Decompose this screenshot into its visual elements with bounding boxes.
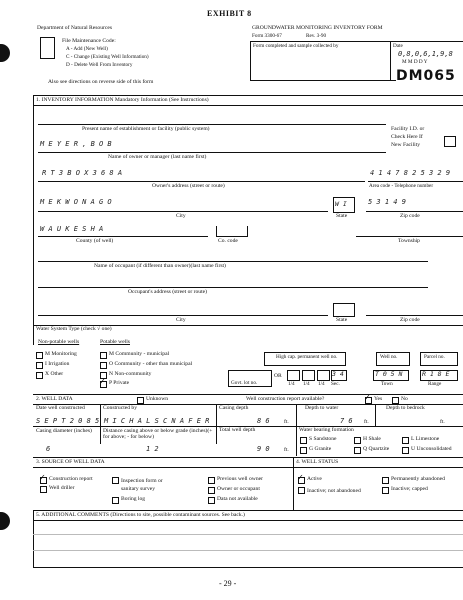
distance-label: Distance casing above or below grade (inches)(+ for above; - for below) (103, 428, 213, 441)
depth-to-bedrock-ft: ft. (440, 419, 445, 425)
phone-field-line[interactable] (368, 181, 463, 182)
source-label-construction-report: Construction report (49, 476, 93, 482)
source-checkbox-previous-owner[interactable] (208, 477, 215, 484)
state2-box[interactable] (333, 303, 355, 317)
depth-to-water-value: 7 6 (340, 417, 353, 425)
formation-label-limestone: L Limestone (411, 436, 440, 442)
owner-address-value: R T 3 B O X 3 6 8 A (42, 169, 123, 177)
status-label-inactive-capped: Inactive; capped (391, 486, 428, 492)
formation-checkbox-shale[interactable] (354, 437, 361, 444)
section2-col2-rule (216, 404, 217, 444)
casing-diameter-label: Casing diameter (inches) (36, 428, 92, 434)
form-title: GROUNDWATER MONITORING INVENTORY FORM (252, 25, 383, 31)
zip2-field-line[interactable] (366, 315, 463, 316)
status-label-inactive: Inactive; not abandoned (307, 488, 361, 494)
occupant-label: Name of occupant (if different than owner)(last name first) (94, 263, 226, 269)
code-change: C - Change (Existing Well Information) (66, 54, 149, 60)
form-number: Form 3300-67 (252, 33, 282, 39)
comments-line-2[interactable] (33, 550, 463, 551)
status-label-permanently-abandoned: Permanently abandoned (391, 476, 445, 482)
potable-label-private: P Private (109, 380, 130, 386)
source-checkbox-well-driller[interactable] (40, 486, 47, 493)
source-label-inspection: Inspection form or sanitary survey (121, 478, 163, 493)
section-label: Sec. (331, 381, 340, 387)
checkmark-construction-report-icon: ✓ (39, 473, 46, 482)
new-facility-label: New Facility (391, 142, 421, 148)
range-value: R 1 8 E (422, 370, 450, 378)
section2-top-rule (33, 394, 463, 395)
town-value: T 0 5 N (375, 370, 403, 378)
section1-left-rule (33, 95, 34, 345)
source-label-previous-owner: Previous well owner (217, 476, 263, 482)
status-checkbox-permanently-abandoned[interactable] (382, 477, 389, 484)
date-label: Date (393, 43, 403, 49)
formation-label-unconsolidated: U Unconsolidated (411, 446, 452, 452)
report-available-label: Well construction report available? (246, 396, 325, 402)
formation-checkbox-quartzite[interactable] (354, 447, 361, 454)
section5-bottom-rule (33, 567, 463, 568)
status-checkbox-inactive-capped[interactable] (382, 487, 389, 494)
facility-id-label: Facility I.D. or (391, 126, 425, 132)
constructed-by-label: Constructed by (103, 405, 138, 411)
date-constructed-label: Date well constructed (36, 405, 85, 411)
total-depth-label: Total well depth (219, 427, 256, 433)
see-directions-note: Also see directions on reverse side of this form (48, 79, 154, 85)
depth-to-water-label: Depth to water (305, 405, 339, 411)
section3-title: 3. SOURCE OF WELL DATA (36, 459, 105, 465)
state2-label: State (336, 317, 348, 323)
owner-label: Name of owner or manager (last name first) (108, 154, 207, 160)
depth-to-water-ft: ft. (364, 419, 369, 425)
formation-checkbox-unconsolidated[interactable] (402, 447, 409, 454)
section2-col4-rule (375, 404, 376, 426)
document-id-stamp (396, 68, 463, 84)
casing-depth-label: Casing depth (219, 405, 249, 411)
phone-value: 4 1 4 7 8 2 5 3 2 9 (370, 169, 451, 177)
zip2-label: Zip code (400, 317, 420, 323)
co-code-box[interactable] (216, 226, 248, 237)
county-label: County (of well) (76, 238, 114, 244)
total-depth-value: 9 0 (257, 445, 270, 453)
unknown-checkbox[interactable] (137, 397, 144, 404)
checkmark-yes-icon: ✓ (364, 393, 371, 402)
source-checkbox-inspection[interactable] (112, 477, 119, 484)
department-name: Department of Natural Resources (37, 25, 113, 31)
section1-title-rule (33, 105, 463, 106)
file-maintenance-code-box[interactable] (40, 37, 55, 59)
nonpotable-label-other: X Other (45, 371, 64, 377)
potable-checkbox-municipal[interactable] (100, 352, 107, 359)
new-facility-checkbox[interactable] (444, 136, 456, 147)
town-label: Town (381, 381, 393, 387)
nonpotable-checkbox-monitoring[interactable] (36, 352, 43, 359)
section1-top-rule (33, 95, 463, 96)
occupant-address-label: Occupant's address (street or route) (128, 289, 207, 295)
nonpotable-label-monitoring: M Monitoring (45, 351, 77, 357)
high-cap-label: High cap. permanent well no. (276, 354, 338, 360)
phone-label: Area code - Telephone number (369, 183, 434, 189)
punch-hole-bottom (0, 512, 10, 530)
section1-title: 1. INVENTORY INFORMATION Mandatory Information (See Instructions) (36, 97, 209, 103)
section3-title-rule (33, 467, 293, 468)
casing-depth-value: 8 6 (257, 417, 270, 425)
source-label-well-driller: Well driller (49, 485, 75, 491)
completed-by-label: Form completed and sample collected by (253, 43, 339, 49)
city-label: City (176, 213, 186, 219)
formation-checkbox-limestone[interactable] (402, 437, 409, 444)
or-label: OR (274, 373, 282, 379)
city2-field-line[interactable] (38, 315, 328, 316)
county-value: W A U K E S H A (40, 225, 104, 233)
formation-label-quartzite: Q Quartzite (363, 446, 390, 452)
code-add: A - Add (New Well) (66, 46, 108, 52)
co-code-label: Co. code (218, 238, 238, 244)
formation-checkbox-sandstone[interactable] (300, 437, 307, 444)
formation-checkbox-granite[interactable] (300, 447, 307, 454)
zip-value: 5 3 1 4 9 (368, 198, 406, 206)
occupant-field-line[interactable] (38, 261, 428, 262)
section3-top-rule (33, 457, 463, 458)
quarter-label-1: 1/4 (288, 381, 295, 387)
potable-checkbox-other-municipal[interactable] (100, 362, 107, 369)
no-label: No (401, 396, 408, 402)
checkmark-active-icon: ✓ (297, 473, 304, 482)
nonpotable-title: Non-potable wells (38, 339, 80, 345)
potable-title: Potable wells (100, 339, 130, 345)
section2-col1-rule (100, 404, 101, 444)
date-constructed-value: S E P T 2 0 8 5 (36, 417, 100, 425)
source-label-data-not-available: Data not available (217, 496, 258, 502)
state-label: State (336, 213, 348, 219)
nonpotable-label-irrigation: I Irrigation (45, 361, 70, 367)
formation-label-granite: G Granite (309, 446, 332, 452)
zip-field-line[interactable] (366, 211, 463, 212)
section5-left-rule (33, 510, 34, 568)
unknown-label: Unknown (146, 396, 169, 402)
potable-label-municipal: M Community - municipal (109, 351, 170, 357)
govt-lot-label: Govt. lot no. (231, 380, 258, 386)
occupant-address-field-line[interactable] (38, 287, 428, 288)
establishment-label: Present name of establishment or facility (public system) (82, 126, 210, 132)
state-value: W I (335, 200, 347, 208)
file-maintenance-code-label: File Maintenance Code: (62, 38, 116, 44)
source-checkbox-data-not-available[interactable] (208, 497, 215, 504)
nonpotable-checkbox-irrigation[interactable] (36, 362, 43, 369)
city-field-line[interactable] (38, 211, 328, 212)
constructed-by-value: M I C H A L S C N A F E R (104, 417, 210, 425)
quarter-label-3: 1/4 (318, 381, 325, 387)
quarter-box-3[interactable] (317, 370, 330, 381)
document-id-text: DM065 (396, 68, 456, 84)
date-value: 0,8,0,6,1,9,8 (398, 50, 453, 58)
status-label-active: Active (307, 476, 322, 482)
township-field-line[interactable] (356, 236, 463, 237)
casing-diameter-value: 6 (46, 445, 51, 453)
establishment-field-line[interactable] (38, 124, 386, 125)
source-checkbox-boring-log[interactable] (112, 497, 119, 504)
total-depth-ft: ft. (284, 447, 289, 453)
section5-top-rule (33, 510, 463, 511)
quarter-box-2[interactable] (302, 370, 315, 381)
depth-to-bedrock-label: Depth to bedrock (386, 405, 425, 411)
owner-address-label: Owner's address (street or route) (152, 183, 225, 189)
section2-col-bearing-rule (296, 426, 297, 456)
township-label: Township (398, 238, 420, 244)
section2-title: 2. WELL DATA (36, 396, 73, 402)
comments-line-1[interactable] (33, 534, 463, 535)
status-checkbox-inactive[interactable] (298, 487, 305, 494)
owner-value: M E Y E R , B O B (40, 140, 112, 148)
owner-address-field-line[interactable] (38, 181, 365, 182)
water-system-title: Water System Type (check √ one) (36, 326, 112, 332)
formation-label-shale: H Shale (363, 436, 381, 442)
zip-label: Zip code (400, 213, 420, 219)
section5-title: 5. ADDITIONAL COMMENTS (Directions to site, possible contaminant sources. See back.) (36, 512, 245, 518)
checkmark-private-icon: ✓ (99, 377, 106, 386)
quarter-box-1[interactable] (287, 370, 300, 381)
form-revision: Rev. 3-90 (306, 33, 327, 39)
code-delete: D - Delete Well From Inventory (66, 62, 133, 68)
distance-value: 1 2 (146, 445, 159, 453)
formation-label-sandstone: S Sandstone (309, 436, 337, 442)
punch-hole-top (0, 44, 10, 62)
section4-left-rule (293, 457, 294, 510)
check-here-label: Check Here If (391, 134, 423, 140)
well-no-label: Well no. (380, 354, 398, 360)
source-checkbox-owner-occupant[interactable] (208, 487, 215, 494)
potable-label-noncommunity: N Non-community (109, 371, 152, 377)
parcel-no-label: Parcel no. (424, 354, 445, 360)
section4-title-rule (293, 467, 463, 468)
section2-col3-rule (296, 404, 297, 426)
casing-depth-ft: ft. (284, 419, 289, 425)
county-field-line[interactable] (38, 236, 208, 237)
yes-label: Yes (374, 396, 383, 402)
owner-field-line[interactable] (38, 152, 386, 153)
nonpotable-checkbox-other[interactable] (36, 372, 43, 379)
source-label-boring-log: Boring log (121, 496, 146, 502)
no-checkbox[interactable] (392, 397, 399, 404)
potable-label-other-municipal: O Community - other than municipal (109, 361, 193, 367)
exhibit-title: EXHIBIT 8 (207, 9, 252, 18)
city-value: M E K W O N A G O (40, 198, 112, 206)
date-sub-label: M M D D Y (402, 59, 428, 65)
source-label-owner-occupant: Owner or occupant (217, 486, 260, 492)
bearing-label: Water bearing formation (299, 427, 354, 433)
page-number: - 29 - (219, 579, 237, 588)
section-value: 3 4 (332, 370, 344, 378)
quarter-label-2: 1/4 (303, 381, 310, 387)
section4-title: 4. WELL STATUS (296, 459, 339, 465)
city2-label: City (176, 317, 186, 323)
section5-title-rule (33, 520, 463, 521)
range-label: Range (428, 381, 442, 387)
